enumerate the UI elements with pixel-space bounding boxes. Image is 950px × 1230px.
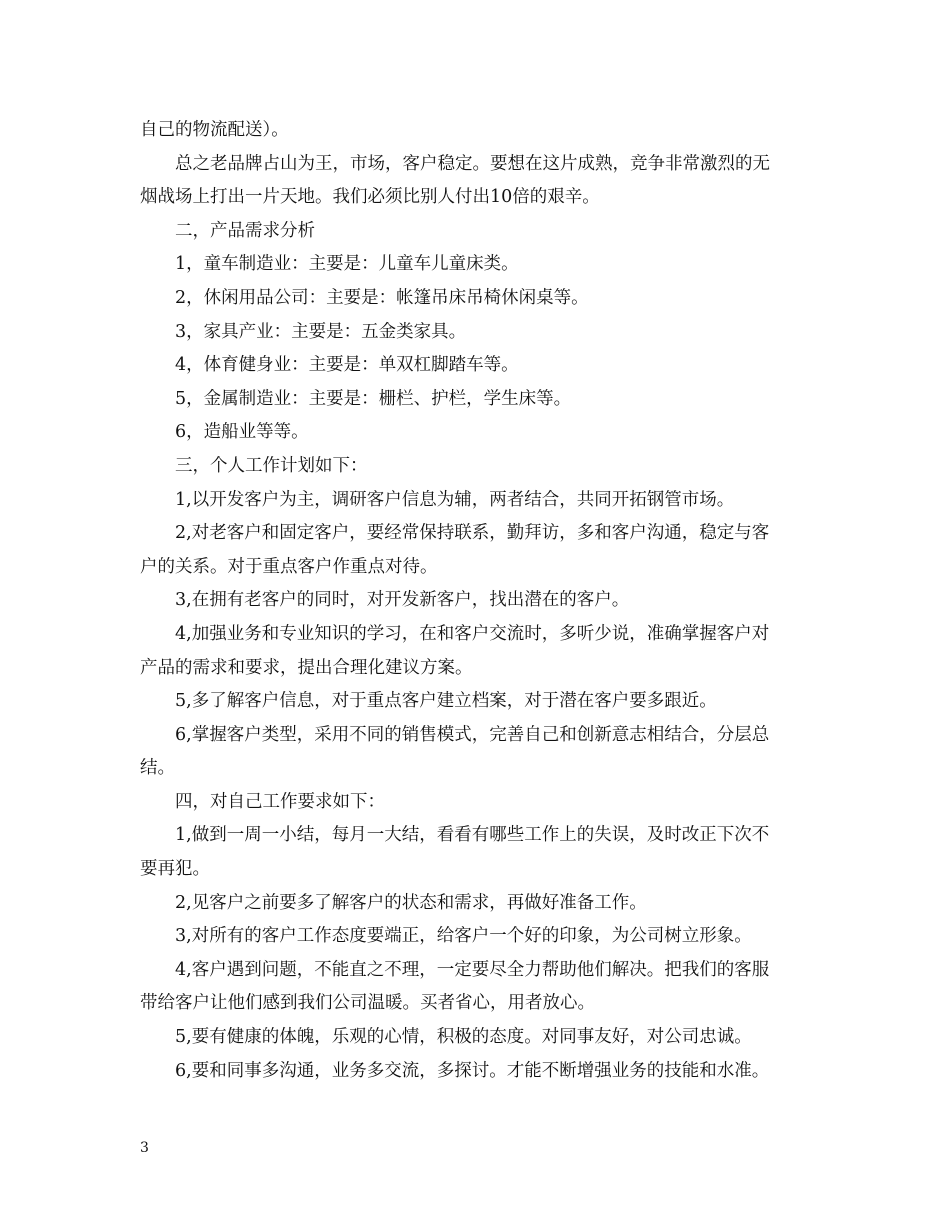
text-line: 结。 (140, 758, 175, 779)
text-line: 1，童车制造业：主要是：儿童车儿童床类。 (175, 254, 519, 275)
text-line: 二，产品需求分析 (175, 220, 315, 241)
text-line: 3,对所有的客户工作态度要端正，给客户一个好的印象，为公司树立形象。 (175, 926, 752, 947)
text-line: 总之老品牌占山为王，市场，客户稳定。要想在这片成熟，竞争非常激烈的无 (175, 153, 770, 174)
text-line: 2,见客户之前要多了解客户的状态和需求，再做好准备工作。 (175, 892, 647, 913)
text-line: 6,要和同事多沟通，业务多交流，多探讨。才能不断增强业务的技能和水准。 (175, 1060, 770, 1081)
text-line: 4，体育健身业：主要是：单双杠脚踏车等。 (175, 355, 519, 376)
text-line: 5，金属制造业：主要是：栅栏、护栏，学生床等。 (175, 388, 572, 409)
text-line: 6，造船业等等。 (175, 422, 309, 443)
text-line: 6,掌握客户类型，采用不同的销售模式，完善自己和创新意志相结合，分层总 (175, 724, 770, 745)
text-line: 4,客户遇到问题，不能直之不理，一定要尽全力帮助他们解决。把我们的客服 (175, 959, 770, 980)
text-line: 要再犯。 (140, 859, 210, 880)
text-line: 三，个人工作计划如下： (175, 455, 368, 476)
text-line: 5,要有健康的体魄，乐观的心情，积极的态度。对同事友好，对公司忠诚。 (175, 1027, 752, 1048)
text-line: 烟战场上打出一片天地。我们必须比别人付出10倍的艰辛。 (140, 187, 600, 208)
text-line: 带给客户让他们感到我们公司温暖。买者省心，用者放心。 (140, 993, 595, 1014)
text-line: 5,多了解客户信息，对于重点客户建立档案，对于潜在客户要多跟近。 (175, 691, 717, 712)
text-line: 四，对自己工作要求如下： (175, 791, 385, 812)
text-line: 产品的需求和要求，提出合理化建议方案。 (140, 657, 473, 678)
text-line: 1,以开发客户为主，调研客户信息为辅，两者结合，共同开拓钢管市场。 (175, 489, 735, 510)
text-line: 1,做到一周一小结，每月一大结，看看有哪些工作上的失误，及时改正下次不 (175, 825, 770, 846)
text-line: 户的关系。对于重点客户作重点对待。 (140, 556, 438, 577)
text-line: 自己的物流配送）。 (140, 120, 289, 140)
text-line: 4,加强业务和专业知识的学习，在和客户交流时，多听少说，准确掌握客户对 (175, 623, 770, 644)
text-line: 3，家具产业：主要是：五金类家具。 (175, 321, 467, 342)
text-line: 2，休闲用品公司：主要是：帐篷吊床吊椅休闲桌等。 (175, 287, 589, 308)
page-number: 3 (140, 1140, 149, 1156)
text-line: 3,在拥有老客户的同时，对开发新客户，找出潜在的客户。 (175, 590, 630, 611)
text-line: 2,对老客户和固定客户，要经常保持联系，勤拜访，多和客户沟通，稳定与客 (175, 523, 770, 544)
body-text (140, 114, 812, 1088)
